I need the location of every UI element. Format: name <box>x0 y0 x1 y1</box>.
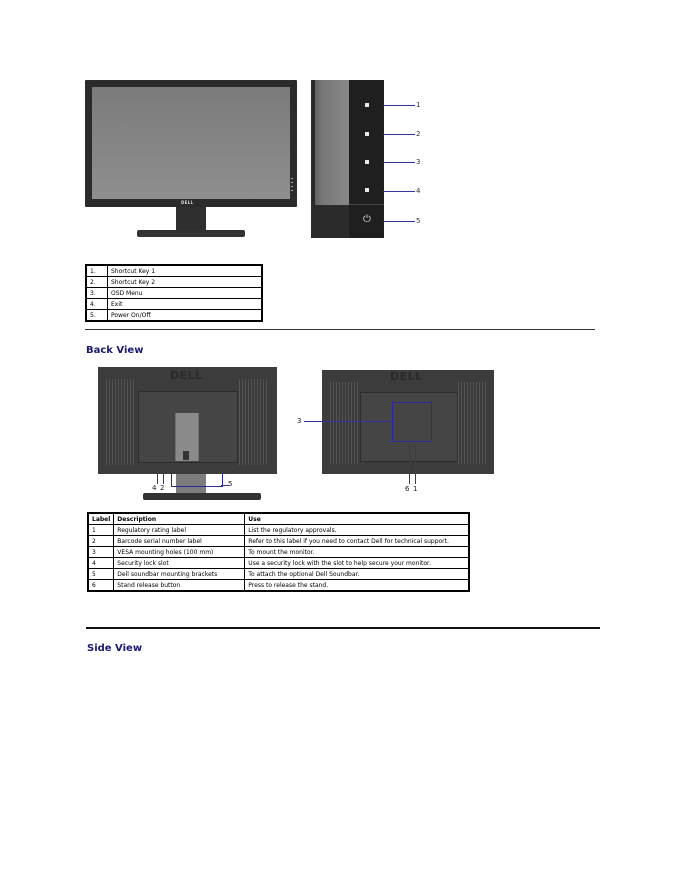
back-dell-logo: DELL <box>390 370 423 383</box>
section-divider <box>85 329 595 330</box>
callout-number: 1 <box>416 101 421 109</box>
cell-use: List the regulatory approvals. <box>245 525 469 536</box>
left-vent <box>330 382 358 464</box>
table-row <box>88 547 469 558</box>
table-row <box>88 558 469 569</box>
callout-line-1 <box>383 105 415 106</box>
callout-line <box>163 474 164 484</box>
callout-line-4 <box>383 191 415 192</box>
monitor-bezel <box>85 80 297 207</box>
callout-line <box>304 421 392 422</box>
table-header-row <box>88 513 469 525</box>
exit-icon <box>365 188 369 192</box>
column-header: Label <box>88 513 114 525</box>
callout-number: 4 <box>152 484 157 492</box>
callout-number: 5 <box>228 480 233 488</box>
callout-number: 3 <box>297 417 302 425</box>
front-monitor-image <box>85 80 297 238</box>
front-buttons-closeup-image <box>311 80 384 238</box>
table-row <box>86 310 262 322</box>
row-label: Exit <box>108 299 263 310</box>
callout-line-2 <box>383 134 415 135</box>
callout-line <box>415 444 416 484</box>
right-vent <box>458 382 486 464</box>
callout-line <box>157 474 158 484</box>
stand-foot <box>137 230 245 237</box>
callout-number: 2 <box>160 484 165 492</box>
callout-number: 4 <box>416 187 421 195</box>
column-header: Description <box>114 513 245 525</box>
back-components-table <box>87 512 470 592</box>
callout-number: 3 <box>416 158 421 166</box>
table-row <box>88 580 469 592</box>
callout-number: 5 <box>416 217 421 225</box>
row-number: 5. <box>86 310 108 322</box>
callout-line-3 <box>383 162 415 163</box>
row-number: 4. <box>86 299 108 310</box>
vesa-holes-icon <box>392 402 432 442</box>
cell-label: 1 <box>88 525 114 536</box>
cell-label: 2 <box>88 536 114 547</box>
back-monitor-with-stand-image <box>98 367 277 474</box>
shortcut-key-2-icon <box>365 132 369 136</box>
cell-description: Barcode serial number label <box>114 536 245 547</box>
table-row <box>88 525 469 536</box>
table-row <box>88 569 469 580</box>
cell-label: 6 <box>88 580 114 592</box>
table-row <box>86 299 262 310</box>
monitor-screen <box>92 87 290 199</box>
cell-label: 5 <box>88 569 114 580</box>
table-row <box>86 277 262 288</box>
table-row <box>86 265 262 277</box>
row-label: Power On/Off <box>108 310 263 322</box>
row-number: 1. <box>86 265 108 277</box>
cell-description: Dell soundbar mounting brackets <box>114 569 245 580</box>
row-label: Shortcut Key 1 <box>108 265 263 277</box>
closeup-bottom-bezel <box>311 205 349 238</box>
left-vent <box>106 379 136 465</box>
cell-description: Stand release button <box>114 580 245 592</box>
callout-number: 2 <box>416 130 421 138</box>
section-divider <box>86 627 600 629</box>
callout-line-5 <box>383 221 415 222</box>
side-view-heading: Side View <box>87 643 143 654</box>
closeup-screen <box>311 80 349 205</box>
back-dell-logo: DELL <box>170 369 203 382</box>
cell-use: To attach the optional Dell Soundbar. <box>245 569 469 580</box>
osd-menu-icon <box>365 160 369 164</box>
cell-label: 3 <box>88 547 114 558</box>
stand-base-back <box>143 493 261 500</box>
cell-description: Security lock slot <box>114 558 245 569</box>
right-vent <box>239 379 269 465</box>
stand-release-icon <box>183 451 189 460</box>
cell-use: To mount the monitor. <box>245 547 469 558</box>
shortcut-key-1-icon <box>365 103 369 107</box>
column-header: Use <box>245 513 469 525</box>
callout-number: 1 <box>413 485 418 493</box>
row-label: OSD Menu <box>108 288 263 299</box>
cell-description: Regulatory rating label <box>114 525 245 536</box>
cell-label: 4 <box>88 558 114 569</box>
table-row <box>86 288 262 299</box>
table-row <box>88 536 469 547</box>
row-number: 3. <box>86 288 108 299</box>
front-controls-table <box>85 264 263 322</box>
callout-line <box>409 444 410 484</box>
row-number: 2. <box>86 277 108 288</box>
cell-use: Refer to this label if you need to contact Dell for technical support. <box>245 536 469 547</box>
back-view-heading: Back View <box>86 345 144 356</box>
dell-logo: DELL <box>181 200 194 205</box>
soundbar-bracket-callout <box>171 474 223 487</box>
cell-use: Use a security lock with the slot to help secure your monitor. <box>245 558 469 569</box>
cell-description: VESA mounting holes (100 mm) <box>114 547 245 558</box>
stand-neck <box>176 207 206 231</box>
callout-number: 6 <box>405 485 410 493</box>
cell-use: Press to release the stand. <box>245 580 469 592</box>
power-icon: ⏻ <box>363 214 371 225</box>
front-buttons-icon <box>291 178 293 192</box>
back-monitor-vesa-image <box>322 370 494 474</box>
row-label: Shortcut Key 2 <box>108 277 263 288</box>
